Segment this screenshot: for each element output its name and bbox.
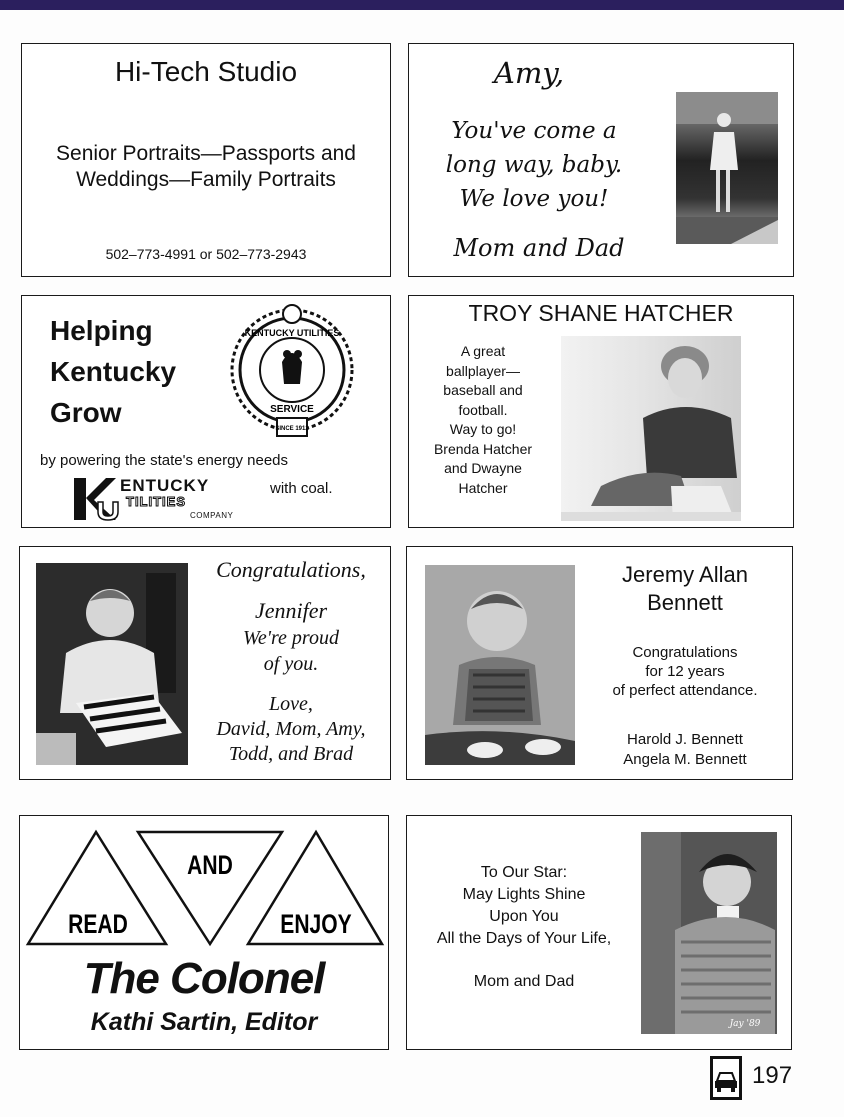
ad-kentucky-utilities bbox=[21, 295, 391, 528]
amy-line-2: long way, baby. bbox=[445, 152, 623, 178]
jennifer-line-3: We're proud bbox=[243, 627, 339, 649]
troy-line: Hatcher bbox=[458, 479, 508, 496]
ad-amy-signature: Mom and Dad bbox=[453, 234, 625, 262]
top-color-bar bbox=[0, 0, 844, 10]
jennifer-christmas-photo bbox=[36, 563, 188, 765]
ku-with-coal: with coal. bbox=[270, 480, 333, 497]
colonel-editor: Kathi Sartin, Editor bbox=[90, 1008, 318, 1036]
jeremy-msg-line-3: of perfect attendance. bbox=[612, 682, 758, 699]
seal-bottom-text: SERVICE bbox=[270, 404, 314, 415]
amy-line-1: You've come a bbox=[451, 118, 617, 144]
jennifer-line-4: of you. bbox=[263, 653, 319, 675]
read-word: READ bbox=[68, 909, 128, 940]
services-line-1: Senior Portraits—Passports and bbox=[56, 142, 356, 165]
ad-jeremy-message bbox=[585, 643, 785, 700]
ad-troy-title: TROY SHANE HATCHER bbox=[468, 300, 734, 326]
ad-the-colonel bbox=[19, 815, 389, 1050]
colonel-title: The Colonel bbox=[83, 954, 325, 1003]
slogan-line-1: Helping bbox=[50, 315, 153, 346]
and-word: AND bbox=[187, 850, 233, 881]
troy-portrait-photo bbox=[561, 336, 741, 521]
troy-line: football. bbox=[458, 401, 508, 418]
troy-line: Brenda Hatcher bbox=[433, 440, 533, 457]
ad-services bbox=[22, 141, 390, 193]
read-and-enjoy-triangles bbox=[20, 816, 389, 956]
jeremy-baby-photo bbox=[425, 565, 575, 765]
car-icon bbox=[710, 1056, 742, 1100]
seal-since-text: SINCE 1912 bbox=[275, 426, 309, 432]
ad-amy-message bbox=[439, 114, 629, 216]
jennifer-line-7: Todd, and Brad bbox=[228, 743, 354, 765]
ad-to-our-star bbox=[406, 815, 792, 1050]
jennifer-line-2: Jennifer bbox=[254, 598, 328, 623]
star-line-3: Upon You bbox=[489, 908, 559, 925]
photo-signature: Jay '89 bbox=[729, 1019, 761, 1029]
jeremy-sign-line-2: Angela M. Bennett bbox=[623, 751, 747, 768]
ad-star-signature: Mom and Dad bbox=[473, 973, 575, 990]
jeremy-msg-line-1: Congratulations bbox=[632, 644, 738, 661]
ad-troy-hatcher bbox=[408, 295, 794, 528]
ku-tagline: by powering the state's energy needs bbox=[40, 452, 289, 469]
slogan-line-2: Kentucky bbox=[50, 356, 177, 387]
star-portrait-photo bbox=[641, 832, 777, 1034]
slogan-line-3: Grow bbox=[50, 397, 122, 428]
seal-top-text: KENTUCKY UTILITIES bbox=[244, 328, 340, 338]
ku-seal-icon bbox=[227, 300, 357, 440]
and-triangle-icon bbox=[138, 832, 282, 944]
troy-line: baseball and bbox=[443, 382, 523, 398]
star-line-4: All the Days of Your Life, bbox=[436, 930, 612, 947]
jeremy-name-line-2: Bennett bbox=[647, 590, 723, 615]
jennifer-line-1: Congratulations, bbox=[216, 557, 366, 582]
enjoy-word: ENJOY bbox=[280, 909, 352, 940]
ku-logo-word-2: TILITIES bbox=[126, 494, 186, 509]
ad-jeremy-name bbox=[585, 561, 785, 617]
jennifer-line-6: David, Mom, Amy, bbox=[216, 718, 366, 740]
ku-logo-word-3: COMPANY bbox=[190, 511, 234, 520]
jennifer-line-5: Love, bbox=[269, 693, 313, 715]
ad-phone: 502–773-4991 or 502–773-2943 bbox=[105, 246, 307, 262]
ad-jeremy-signature bbox=[585, 730, 785, 770]
page-footer bbox=[710, 1056, 820, 1106]
ad-hitech-studio bbox=[21, 43, 391, 277]
troy-line: and Dwayne bbox=[444, 460, 522, 476]
ku-slogan bbox=[50, 310, 176, 433]
star-line-1: To Our Star: bbox=[480, 864, 568, 881]
ad-amy-name: Amy, bbox=[493, 56, 565, 90]
ku-logo-word-1: ENTUCKY bbox=[120, 476, 210, 495]
jeremy-sign-line-1: Harold J. Bennett bbox=[627, 731, 743, 748]
ad-star-message bbox=[419, 862, 629, 950]
ad-jeremy-bennett bbox=[406, 546, 793, 780]
jeremy-msg-line-2: for 12 years bbox=[645, 663, 725, 680]
ad-title: Hi-Tech Studio bbox=[114, 56, 298, 87]
jeremy-name-line-1: Jeremy Allan bbox=[622, 562, 748, 587]
ad-troy-message bbox=[415, 342, 551, 498]
amy-childhood-photo bbox=[676, 92, 778, 244]
ku-logo bbox=[72, 476, 252, 522]
troy-line: A great bbox=[460, 343, 506, 359]
star-line-2: May Lights Shine bbox=[462, 886, 586, 903]
page-number: 197 bbox=[752, 1062, 793, 1089]
troy-line: Way to go! bbox=[449, 421, 517, 437]
ad-amy bbox=[408, 43, 794, 277]
ad-jennifer-message bbox=[196, 555, 386, 767]
ad-jennifer bbox=[19, 546, 391, 780]
amy-line-3: We love you! bbox=[459, 186, 609, 212]
services-line-2: Weddings—Family Portraits bbox=[76, 168, 336, 191]
troy-line: ballplayer— bbox=[446, 362, 520, 379]
